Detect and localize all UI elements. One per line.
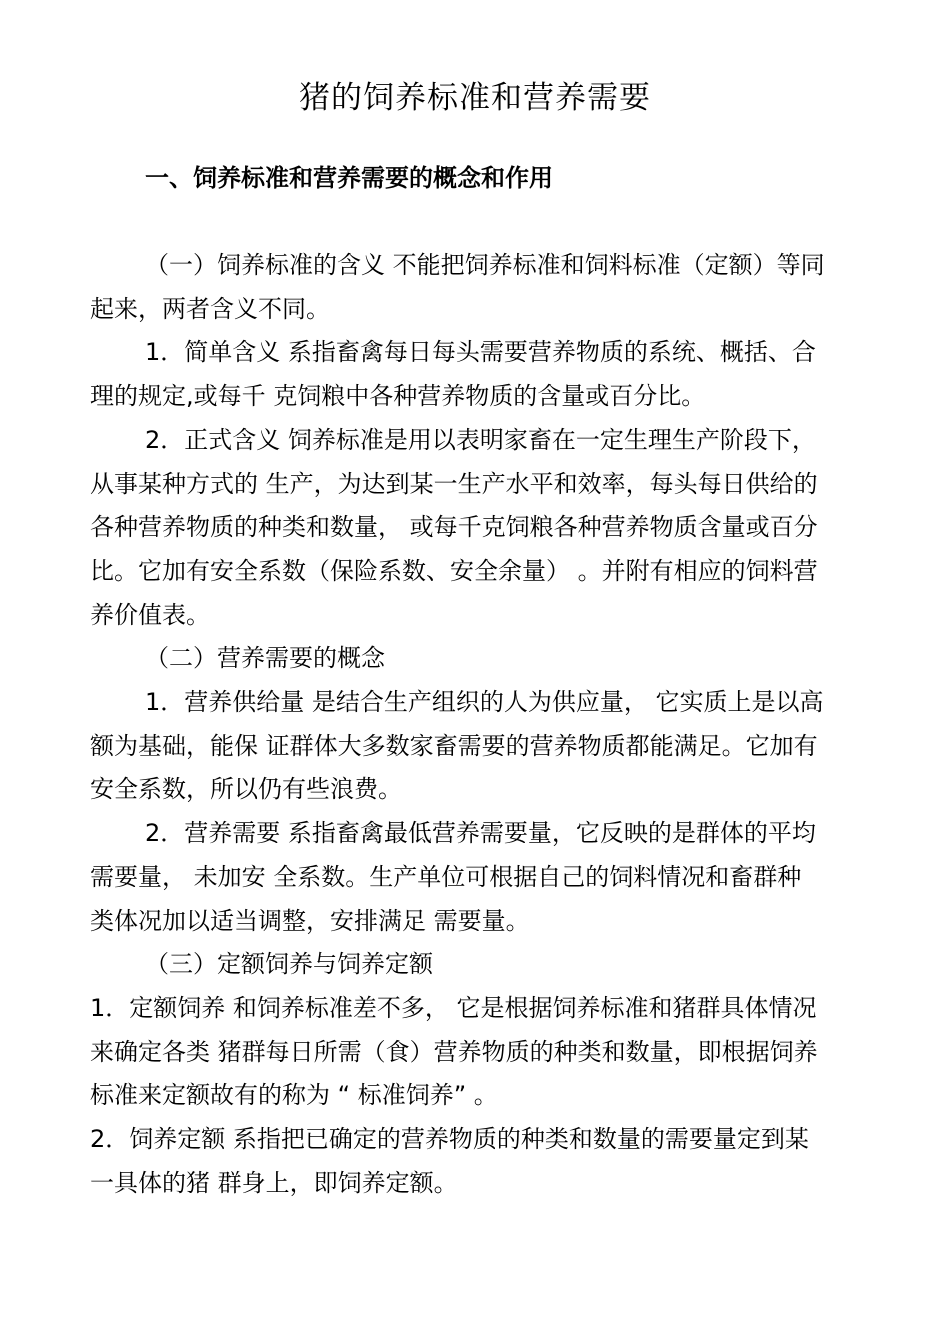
text-line: （三）定额饲养与饲养定额 (145, 950, 433, 979)
text-line: 一具体的猪 群身上，即饲养定额。 (90, 1168, 458, 1197)
text-line: （一）饲养标准的含义 不能把饲养标准和饲料标准（定额）等同 (145, 251, 825, 279)
text-line: 从事某种方式的 生产，为达到某一生产水平和效率，每头每日供给的 (90, 469, 818, 498)
text-line: 额为基础，能保 证群体大多数家畜需要的营养物质都能满足。它加有 (90, 731, 818, 760)
text-line: 比。它加有安全系数（保险系数、安全余量） 。并附有相应的饲料营 (90, 556, 818, 585)
text-line: 理的规定,或每千 克饲粮中各种营养物质的含量或百分比。 (90, 382, 706, 411)
text-line: 需要量， 未加安 全系数。生产单位可根据自己的饲料情况和畜群种 (90, 862, 802, 891)
body-text (90, 244, 870, 1205)
text-line: 2．营养需要 系指畜禽最低营养需要量，它反映的是群体的平均 (145, 819, 816, 848)
section-heading: 一、饲养标准和营养需要的概念和作用 (145, 164, 553, 192)
text-line: 标准来定额故有的称为 “ 标准饲养” 。 (90, 1081, 498, 1110)
text-line: （二）营养需要的概念 (145, 644, 385, 673)
text-line: 1．定额饲养 和饲养标准差不多， 它是根据饲养标准和猪群具体情况 (90, 993, 817, 1022)
text-line: 1．营养供给量 是结合生产组织的人为供应量， 它实质上是以高 (145, 688, 824, 717)
text-line: 1．简单含义 系指畜禽每日每头需要营养物质的系统、概括、合 (145, 338, 816, 367)
text-line: 各种营养物质的种类和数量， 或每千克饲粮各种营养物质含量或百分 (90, 513, 818, 542)
document-title: 猪的饲养标准和营养需要 (299, 80, 651, 116)
text-line: 安全系数，所以仍有些浪费。 (90, 775, 402, 804)
text-line: 2．饲养定额 系指把已确定的营养物质的种类和数量的需要量定到某 (90, 1125, 809, 1154)
text-line: 养价值表。 (90, 600, 210, 629)
text-line: 2．正式含义 饲养标准是用以表明家畜在一定生理生产阶段下， (145, 425, 816, 454)
text-line: 类体况加以适当调整，安排满足 需要量。 (90, 906, 530, 935)
text-line: 起来，两者含义不同。 (90, 294, 330, 323)
text-line: 来确定各类 猪群每日所需（食）营养物质的种类和数量，即根据饲养 (90, 1037, 818, 1066)
